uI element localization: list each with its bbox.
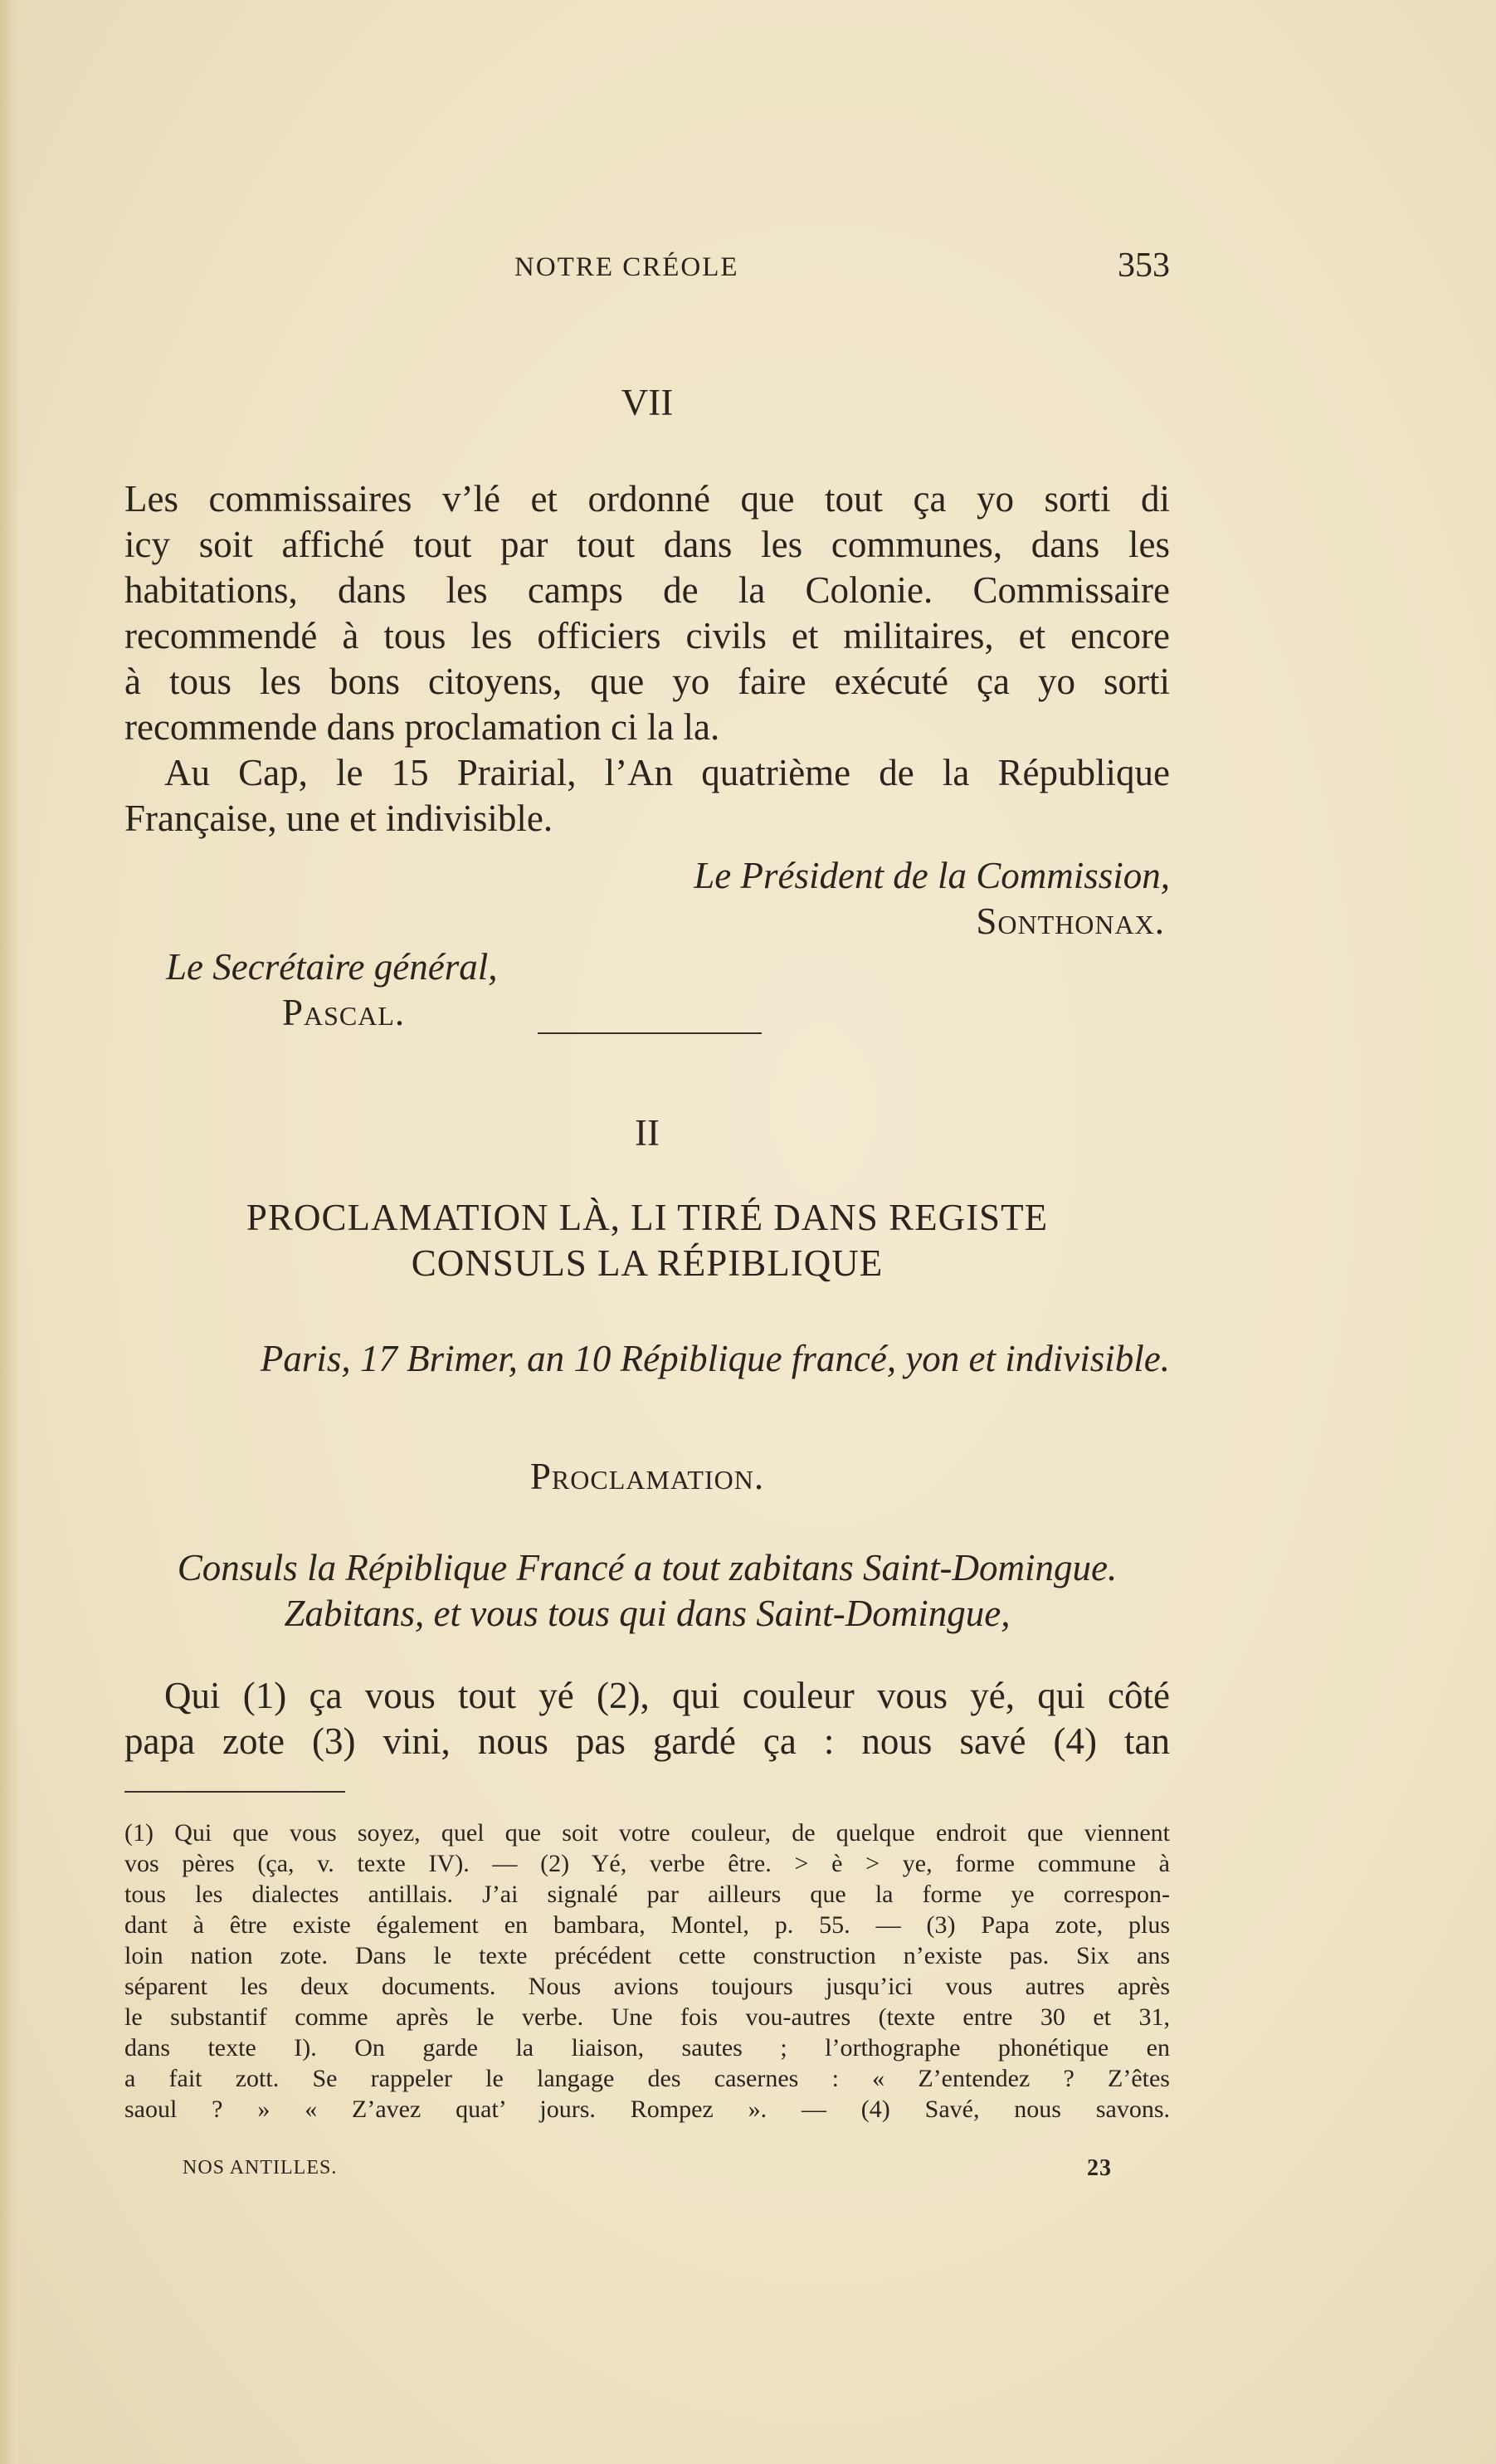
page-number: 353 xyxy=(1118,246,1170,285)
text-line: habitations, dans les camps de la Colonie. Commissaire xyxy=(124,569,1170,611)
president-title: Le Président de la Commission, xyxy=(694,855,1170,896)
footnote-line: a fait zott. Se rappeler le langage des casernes : « Z’entendez ? Z’êtes xyxy=(124,2065,1170,2092)
running-header xyxy=(124,246,1170,287)
address-line: Zabitans, et vous tous qui dans Saint-Domingue, xyxy=(284,1593,1011,1634)
heading-line: CONSULS LA RÉPIBLIQUE xyxy=(411,1242,884,1284)
heading-line: PROCLAMATION LÀ, LI TIRÉ DANS REGISTE xyxy=(246,1197,1049,1238)
dateline-paris: Paris, 17 Brimer, an 10 Répiblique francé, yon et indivisible. xyxy=(260,1338,1170,1379)
proclamation-label: Proclamation. xyxy=(529,1456,765,1497)
page-spine-shadow xyxy=(0,0,18,2464)
text-line: papa zote (3) vini, nous pas gardé ça : nous savé (4) tan xyxy=(124,1720,1170,1762)
signature-president xyxy=(124,853,1170,944)
text-line: Les commissaires v’lé et ordonné que tout ça yo sorti di xyxy=(124,478,1170,520)
footnote-line: saoul ? » « Z’avez quat’ jours. Rompez ». — (4) Savé, nous savons. xyxy=(124,2096,1170,2123)
text-line: recommende dans proclamation ci la la. xyxy=(124,706,720,748)
footnote-line: dans texte I). On garde la liaison, sautes ; l’orthographe phonétique en xyxy=(124,2034,1170,2061)
footnote-line: le substantif comme après le verbe. Une fois vou-autres (texte entre 30 et 31, xyxy=(124,2003,1170,2031)
text-line: Au Cap, le 15 Prairial, l’An quatrième de la République xyxy=(164,752,1170,793)
text-line: à tous les bons citoyens, que yo faire exécuté ça yo sorti xyxy=(124,661,1170,702)
journal-signature: NOS ANTILLES. xyxy=(183,2157,338,2179)
text-line: icy soit affiché tout par tout dans les communes, dans les xyxy=(124,524,1170,565)
footnote-line: tous les dialectes antillais. J’ai signalé par ailleurs que la forme ye correspon- xyxy=(124,1881,1170,1908)
proclamation-heading xyxy=(124,1195,1170,1286)
footnotes xyxy=(124,1818,1170,2125)
address-line: Consuls la Répiblique Francé a tout zabitans Saint-Domingue. xyxy=(177,1547,1118,1588)
paragraph-commissaires xyxy=(124,476,1170,750)
footnote-rule xyxy=(124,1791,345,1793)
text-line: recommendé à tous les officiers civils et militaires, et encore xyxy=(124,615,1170,656)
gathering-signature: 23 xyxy=(1087,2155,1112,2181)
text-line: Française, une et indivisible. xyxy=(124,798,553,839)
running-title: NOTRE CRÉOLE xyxy=(514,252,739,282)
secretary-name: Pascal. xyxy=(282,992,406,1033)
footnote-line: (1) Qui que vous soyez, quel que soit votre couleur, de quelque endroit que viennent xyxy=(124,1819,1170,1847)
president-name: Sonthonax. xyxy=(976,900,1165,942)
section-numeral-vii: VII xyxy=(621,382,674,423)
signature-secretary xyxy=(166,944,664,1036)
footnote-line: séparent les deux documents. Nous avions toujours jusqu’ici vous autres après xyxy=(124,1973,1170,2000)
footnote-line: dant à être existe également en bambara, Montel, p. 55. — (3) Papa zote, plus xyxy=(124,1911,1170,1939)
secretary-title: Le Secrétaire général, xyxy=(166,946,498,988)
proclamation-body xyxy=(124,1673,1170,1764)
section-divider-rule xyxy=(538,1032,762,1034)
footnote-line: vos pères (ça, v. texte IV). — (2) Yé, verbe être. > è > ye, forme commune à xyxy=(124,1850,1170,1877)
footnote-line: loin nation zote. Dans le texte précédent cette construction n’existe pas. Six ans xyxy=(124,1942,1170,1969)
section-numeral-ii: II xyxy=(635,1112,660,1154)
proclamation-address xyxy=(124,1545,1170,1637)
text-line: Qui (1) ça vous tout yé (2), qui couleur vous yé, qui côté xyxy=(164,1675,1170,1716)
paragraph-dateline-cap xyxy=(124,750,1170,842)
